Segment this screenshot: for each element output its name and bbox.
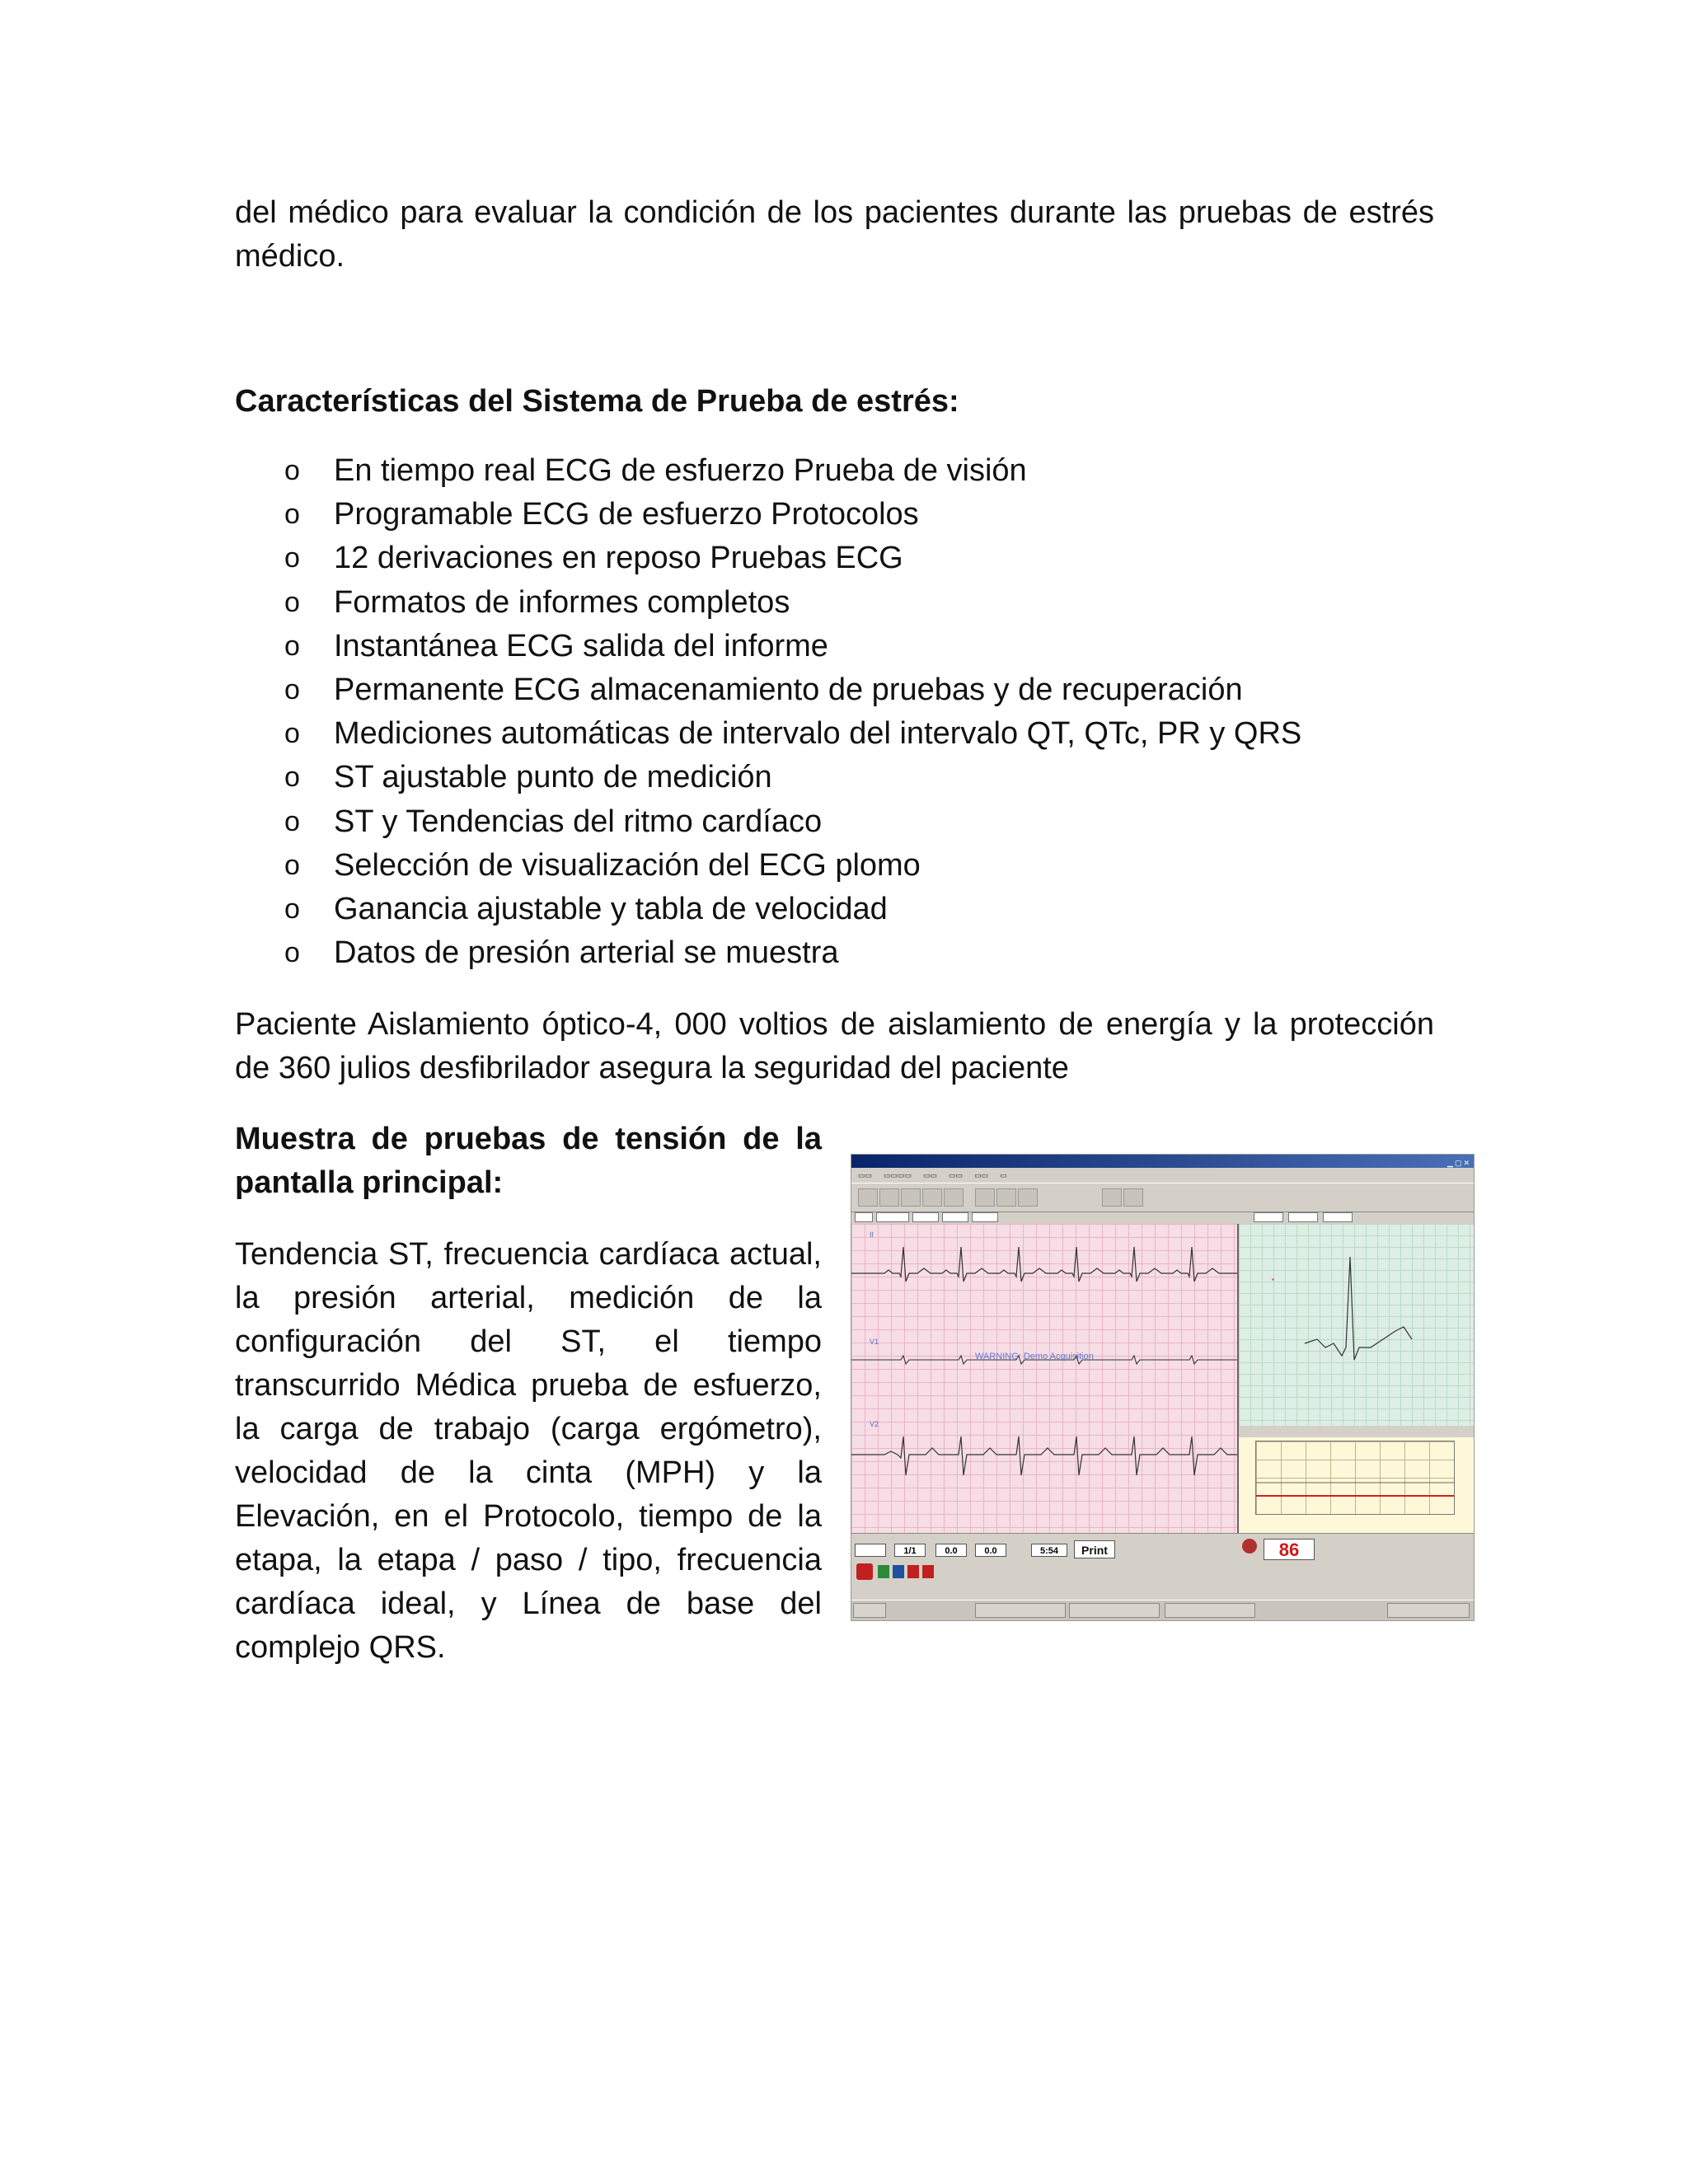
selector-control [876, 1212, 909, 1222]
list-item [235, 668, 1471, 712]
windows-taskbar [851, 1600, 1474, 1621]
list-item [235, 931, 1471, 975]
toolbar-button-icon [1102, 1188, 1122, 1207]
ecg-traces [851, 1224, 1237, 1533]
list-item [235, 712, 1471, 756]
list-item-text: ST y Tendencias del ritmo cardíaco [334, 804, 823, 839]
bullet-icon: o [284, 718, 300, 750]
list-item-text: Mediciones automáticas de intervalo del intervalo QT, QTc, PR y QRS [334, 716, 1302, 752]
taskbar-item [1165, 1603, 1255, 1618]
list-item [235, 888, 1471, 931]
warning-label: WARNING: Demo Acquisition [975, 1352, 1094, 1361]
status-panel [851, 1533, 1474, 1587]
taskbar-item [975, 1603, 1066, 1618]
selector-control [1254, 1212, 1283, 1222]
lead-label: V2 [870, 1420, 879, 1428]
toolbar-button-icon [1018, 1188, 1038, 1207]
sample-heading: Muestra de pruebas de tensión de la pantalla principal: [235, 1122, 822, 1200]
selector-control [972, 1212, 998, 1222]
list-item [235, 756, 1471, 799]
window-controls-icon: ▁▢✕ [1447, 1159, 1471, 1167]
speed-field: 0.0 [935, 1544, 967, 1557]
toolbar-button-icon [944, 1188, 964, 1207]
isolation-paragraph: Paciente Aislamiento óptico-4, 000 voltios de aislamiento de energía y la protección de 360 julios desfibrilador asegura la seguridad del paciente [235, 1007, 1434, 1085]
bullet-icon: o [284, 630, 300, 662]
list-item-text: ST ajustable punto de medición [334, 760, 772, 795]
selector-control [1288, 1212, 1318, 1222]
list-item [235, 493, 1471, 537]
selector-control [855, 1212, 873, 1222]
selector-control [912, 1212, 939, 1222]
ecg-main-panel [851, 1224, 1239, 1533]
list-item-text: 12 derivaciones en reposo Pruebas ECG [334, 541, 903, 576]
bullet-icon: o [284, 673, 300, 705]
toolbar-button-icon [975, 1188, 995, 1207]
toolbar [851, 1183, 1474, 1212]
play-icon [878, 1565, 889, 1578]
list-item-text: Permanente ECG almacenamiento de pruebas y de recuperación [334, 672, 1243, 707]
toolbar-button-icon [996, 1188, 1016, 1207]
bullet-icon: o [284, 542, 300, 574]
list-item [235, 800, 1471, 844]
list-item-text: Formatos de informes completos [334, 584, 790, 620]
median-complex-trace [1239, 1224, 1474, 1426]
list-item [235, 625, 1471, 668]
list-item-text: Datos de presión arterial se muestra [334, 935, 839, 971]
lead-label: V1 [870, 1338, 879, 1346]
forward-icon [922, 1565, 934, 1578]
list-item-text: Ganancia ajustable y tabla de velocidad [334, 891, 888, 926]
list-item [235, 581, 1471, 625]
bullet-icon: o [284, 849, 300, 881]
lead-label: II [870, 1230, 874, 1239]
toolbar-button-icon [879, 1188, 899, 1207]
ecg-median-panel [1239, 1224, 1474, 1426]
svg-text:▪: ▪ [1272, 1276, 1274, 1283]
toolbar-button-icon [858, 1188, 878, 1207]
trend-lines [1256, 1441, 1454, 1514]
bullet-icon: o [284, 455, 300, 486]
bullet-icon: o [284, 805, 300, 837]
list-item-text: Selección de visualización del ECG plomo [334, 847, 921, 883]
trend-header [1239, 1426, 1474, 1437]
stage-field: 1/1 [894, 1544, 926, 1557]
start-button [853, 1603, 886, 1618]
stop-icon [856, 1563, 873, 1580]
sample-paragraph: Tendencia ST, frecuencia cardíaca actual, la presión arterial, medición de la configuración del ST, el tiempo transcurrido Médica prueba de esfuerzo, la carga de trabajo (carga ergómetro), velocidad de la cinta (MPH) y la Elevación, en el Protocolo, tiempo de la etapa, la etapa / paso / tipo, frecuencia cardíaca ideal, y Línea de base del complejo QRS. [235, 1237, 822, 1665]
toolbar-button-icon [901, 1188, 921, 1207]
trend-plot [1255, 1441, 1455, 1515]
protocol-field [855, 1544, 886, 1557]
heart-icon [1242, 1539, 1257, 1554]
system-tray [1387, 1603, 1470, 1618]
grade-field: 0.0 [975, 1544, 1006, 1557]
st-trend-panel [1239, 1426, 1474, 1533]
record-icon [907, 1565, 919, 1578]
window-titlebar [851, 1155, 1474, 1168]
bullet-icon: o [284, 586, 300, 618]
list-item [235, 537, 1471, 580]
intro-paragraph: del médico para evaluar la condición de los pacientes durante las pruebas de estrés médico. [235, 195, 1434, 274]
features-heading: Características del Sistema de Prueba de estrés: [235, 384, 959, 419]
features-list [235, 449, 1471, 975]
bullet-icon: o [284, 762, 300, 794]
list-item-text: Programable ECG de esfuerzo Protocolos [334, 497, 919, 532]
list-item [235, 449, 1471, 493]
time-field: 5:54 [1031, 1544, 1067, 1557]
control-bar [851, 1211, 1474, 1224]
heart-rate-display: 86 [1264, 1539, 1315, 1560]
print-button: Print [1074, 1540, 1115, 1558]
status-bar [851, 1586, 1474, 1600]
selector-control [1323, 1212, 1353, 1222]
toolbar-button-icon [1123, 1188, 1143, 1207]
toolbar-button-icon [922, 1188, 942, 1207]
bullet-icon: o [284, 893, 300, 925]
selector-control [942, 1212, 968, 1222]
taskbar-item [1069, 1603, 1160, 1618]
list-item [235, 844, 1471, 888]
list-item-text: Instantánea ECG salida del informe [334, 628, 828, 663]
ecg-software-screenshot [851, 1154, 1475, 1621]
pause-icon [893, 1565, 904, 1578]
menu-bar: ▭▭ ▭▭▭▭ ▭▭ ▭▭ ▭▭ ▭ [858, 1171, 1007, 1179]
list-item-text: En tiempo real ECG de esfuerzo Prueba de visión [334, 453, 1027, 488]
bullet-icon: o [284, 937, 300, 969]
bullet-icon: o [284, 499, 300, 531]
